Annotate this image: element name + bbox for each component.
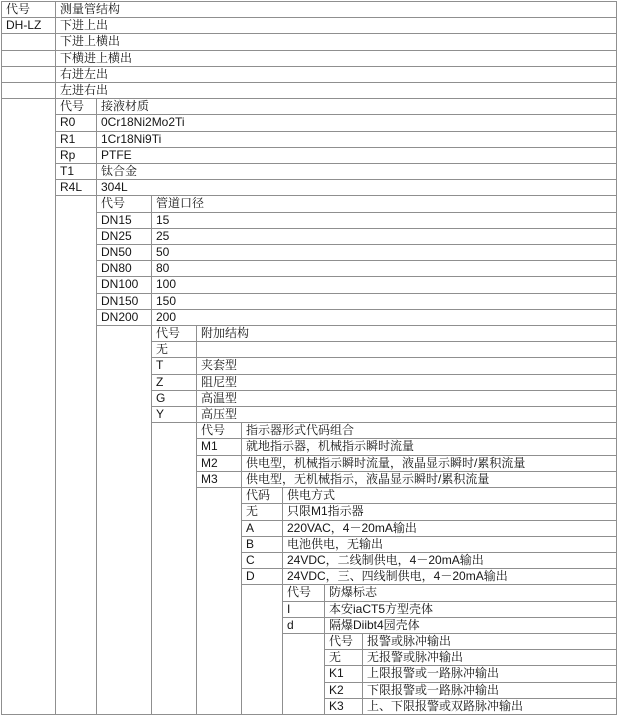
code-cell: K1 (325, 666, 363, 682)
code-cell: d (283, 617, 325, 633)
code-cell: Rp (56, 147, 97, 163)
desc-cell: 15 (152, 212, 617, 228)
code-cell: C (242, 552, 283, 568)
code-cell: 无 (152, 342, 197, 358)
code-cell (2, 66, 56, 82)
desc-cell: 阻尼型 (197, 374, 617, 390)
section-0-row-0 (2, 18, 617, 34)
code-cell: D (242, 569, 283, 585)
desc-cell: 供电型，机械指示瞬时流量，液晶显示瞬时/累积流量 (242, 455, 617, 471)
code-cell: DN150 (97, 293, 152, 309)
desc-cell: 150 (152, 293, 617, 309)
section-1-label-header: 接液材质 (97, 99, 617, 115)
section-0-code-header: 代号 (2, 2, 56, 18)
section-1-row-2 (2, 147, 617, 163)
code-cell: I (283, 601, 325, 617)
section-0-row-4 (2, 83, 617, 99)
model-selection-table (1, 1, 617, 715)
desc-cell: 220VAC，4－20mA输出 (283, 520, 617, 536)
code-cell: M1 (197, 439, 242, 455)
desc-cell: 24VDC，二线制供电，4－20mA输出 (283, 552, 617, 568)
code-cell: R4L (56, 180, 97, 196)
code-cell: R0 (56, 115, 97, 131)
code-cell: M3 (197, 471, 242, 487)
indent-cell-level-6 (283, 633, 325, 714)
code-cell: DN200 (97, 309, 152, 325)
section-1-row-3 (2, 164, 617, 180)
code-cell: B (242, 536, 283, 552)
desc-cell: 上、下限报警或双路脉冲输出 (363, 698, 617, 714)
code-cell (2, 83, 56, 99)
desc-cell: 200 (152, 309, 617, 325)
code-cell: DN80 (97, 261, 152, 277)
indent-cell-level-5 (242, 585, 283, 715)
desc-cell: 无报警或脉冲输出 (363, 650, 617, 666)
desc-cell: 24VDC，三、四线制供电，4－20mA输出 (283, 569, 617, 585)
section-0-row-2 (2, 50, 617, 66)
section-1-row-0 (2, 115, 617, 131)
code-cell (2, 50, 56, 66)
desc-cell: 下进上出 (56, 18, 617, 34)
desc-cell: 304L (97, 180, 617, 196)
section-6-code-header: 代号 (283, 585, 325, 601)
desc-cell: 100 (152, 277, 617, 293)
desc-cell: 80 (152, 261, 617, 277)
code-cell: DN15 (97, 212, 152, 228)
desc-cell: PTFE (97, 147, 617, 163)
indent-cell-level-2 (97, 326, 152, 715)
desc-cell: 50 (152, 245, 617, 261)
section-3-label-header: 附加结构 (197, 326, 617, 342)
table-body (2, 2, 617, 715)
section-5-code-header: 代码 (242, 488, 283, 504)
code-cell: T (152, 358, 197, 374)
section-3-code-header: 代号 (152, 326, 197, 342)
desc-cell: 1Cr18Ni9Ti (97, 131, 617, 147)
code-cell: K2 (325, 682, 363, 698)
code-cell: DN25 (97, 228, 152, 244)
section-2-code-header: 代号 (97, 196, 152, 212)
code-cell: A (242, 520, 283, 536)
section-0-row-1 (2, 34, 617, 50)
indent-cell-level-1 (56, 196, 97, 715)
desc-cell: 隔爆Diibt4园壳体 (325, 617, 617, 633)
section-1-code-header: 代号 (56, 99, 97, 115)
section-7-code-header: 代号 (325, 633, 363, 649)
code-cell: R1 (56, 131, 97, 147)
section-1-header-row (2, 99, 617, 115)
desc-cell (197, 342, 617, 358)
indent-cell-level-0 (2, 99, 56, 715)
section-4-code-header: 代号 (197, 423, 242, 439)
indent-cell-level-3 (152, 423, 197, 715)
desc-cell: 上限报警或一路脉冲输出 (363, 666, 617, 682)
section-1-row-1 (2, 131, 617, 147)
desc-cell: 0Cr18Ni2Mo2Ti (97, 115, 617, 131)
desc-cell: 只限M1指示器 (283, 504, 617, 520)
code-cell: 无 (325, 650, 363, 666)
section-7-label-header: 报警或脉冲输出 (363, 633, 617, 649)
desc-cell: 下横进上横出 (56, 50, 617, 66)
section-6-label-header: 防爆标志 (325, 585, 617, 601)
desc-cell: 高温型 (197, 390, 617, 406)
code-cell (2, 34, 56, 50)
code-cell: G (152, 390, 197, 406)
section-2-header-row (2, 196, 617, 212)
indent-cell-level-4 (197, 488, 242, 715)
desc-cell: 本安iaCT5方型壳体 (325, 601, 617, 617)
section-1-row-4 (2, 180, 617, 196)
desc-cell: 右进左出 (56, 66, 617, 82)
desc-cell: 电池供电，无输出 (283, 536, 617, 552)
desc-cell: 下进上横出 (56, 34, 617, 50)
code-cell: M2 (197, 455, 242, 471)
desc-cell: 高压型 (197, 407, 617, 423)
section-0-label-header: 测量管结构 (56, 2, 617, 18)
code-cell: T1 (56, 164, 97, 180)
code-cell: 无 (242, 504, 283, 520)
code-cell: DH-LZ (2, 18, 56, 34)
desc-cell: 25 (152, 228, 617, 244)
section-0-row-3 (2, 66, 617, 82)
section-4-label-header: 指示器形式代码组合 (242, 423, 617, 439)
desc-cell: 夹套型 (197, 358, 617, 374)
section-5-label-header: 供电方式 (283, 488, 617, 504)
code-cell: DN50 (97, 245, 152, 261)
section-2-label-header: 管道口径 (152, 196, 617, 212)
code-cell: DN100 (97, 277, 152, 293)
code-cell: Y (152, 407, 197, 423)
section-0-header-row (2, 2, 617, 18)
desc-cell: 就地指示器，机械指示瞬时流量 (242, 439, 617, 455)
code-cell: Z (152, 374, 197, 390)
code-cell: K3 (325, 698, 363, 714)
desc-cell: 钛合金 (97, 164, 617, 180)
desc-cell: 下限报警或一路脉冲输出 (363, 682, 617, 698)
desc-cell: 左进右出 (56, 83, 617, 99)
desc-cell: 供电型，无机械指示，液晶显示瞬时/累积流量 (242, 471, 617, 487)
